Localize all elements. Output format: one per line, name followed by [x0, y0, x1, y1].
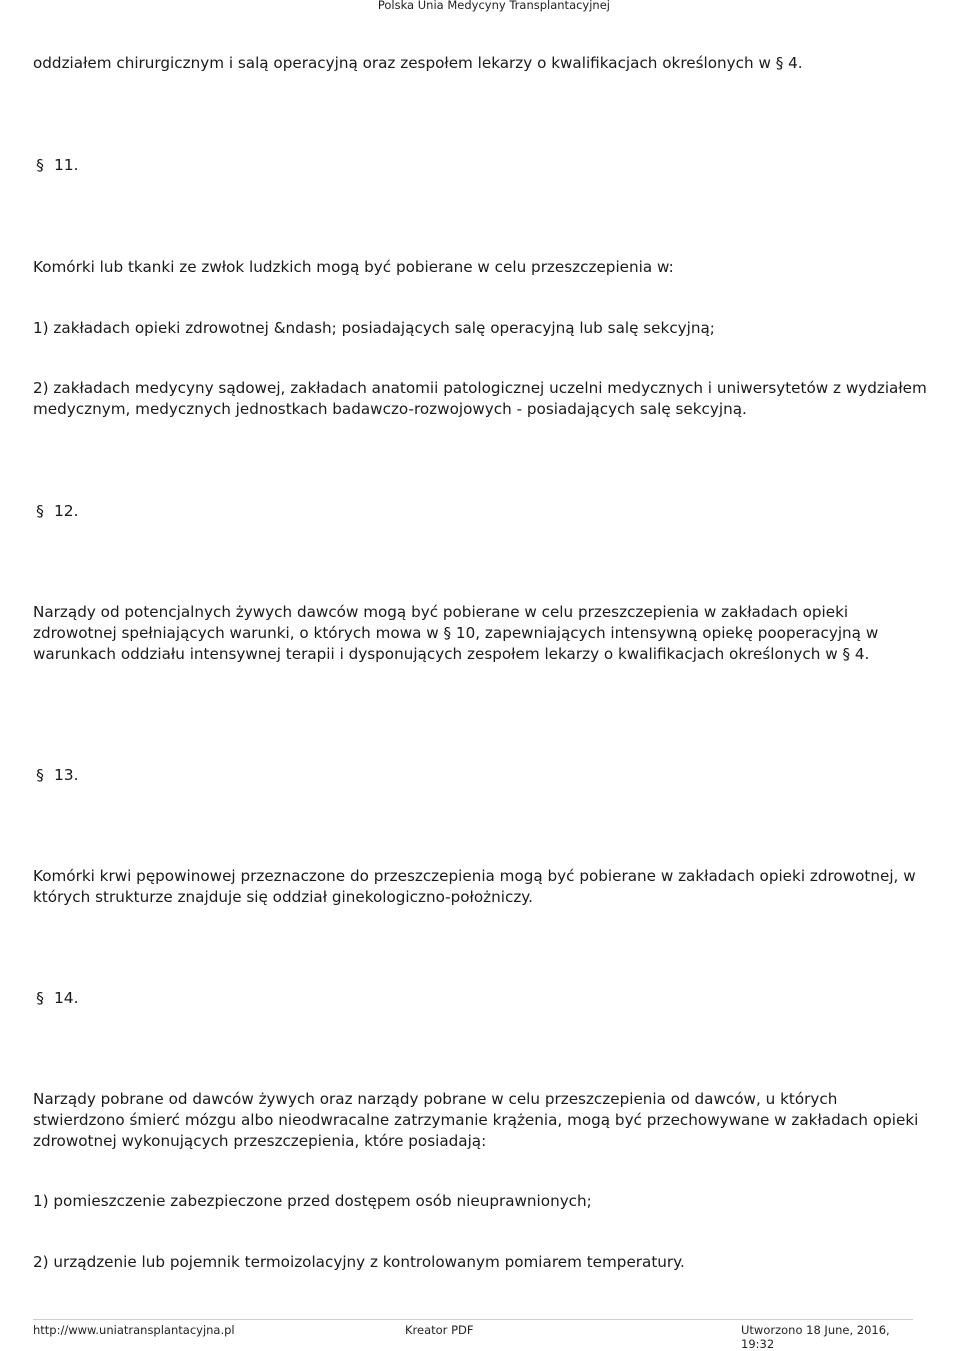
- list-item: 1) zakładach opieki zdrowotnej &ndash; posiadających salę operacyjną lub salę sekcyjną;: [33, 319, 715, 337]
- section-sign: §: [36, 989, 44, 1007]
- footer-divider: [33, 1319, 913, 1320]
- paragraph: Komórki krwi pępowinowej przeznaczone do przeszczepienia mogą być pobierane w zakładach opieki zdrowotnej, w których strukturze znajduje się oddział ginekologiczno-położniczy.: [33, 867, 916, 906]
- list-item: 2) urządzenie lub pojemnik termoizolacyjny z kontrolowanym pomiarem temperatury.: [33, 1253, 685, 1271]
- paragraph: Komórki lub tkanki ze zwłok ludzkich mogą być pobierane w celu przeszczepienia w:: [33, 258, 674, 276]
- section-number: 13.: [53, 766, 79, 784]
- section-number: 11.: [53, 156, 79, 174]
- section-heading-12: [33, 501, 79, 522]
- paragraph: Narządy pobrane od dawców żywych oraz narządy pobrane w celu przeszczepienia od dawców, u których stwierdzono śmierć mózgu albo nieodwracalne zatrzymanie krążenia, mogą być przechowywane w zakładach opieki zdrowotnej wykonujących przeszczepienia, które posiadają:: [33, 1090, 919, 1150]
- list-item: 2) zakładach medycyny sądowej, zakładach anatomii patologicznej uczelni medycznych i uniwersytetów z wydziałem medycznym, medycznych jednostkach badawczo-rozwojowych - posiadających salę sekcyjną.: [33, 379, 927, 418]
- footer-url-link[interactable]: http://www.uniatransplantacyjna.pl: [33, 1323, 235, 1337]
- section-heading-13: [33, 765, 79, 786]
- paragraph: oddziałem chirurgicznym i salą operacyjną oraz zespołem lekarzy o kwalifikacjach określonych w § 4.: [33, 54, 803, 72]
- section-sign: §: [36, 502, 44, 520]
- section-sign: §: [36, 156, 44, 174]
- list-item: 1) pomieszczenie zabezpieczone przed dostępem osób nieuprawnionych;: [33, 1192, 592, 1210]
- footer-created-date: Utworzono 18 June, 2016, 19:32: [741, 1323, 890, 1351]
- section-sign: §: [36, 766, 44, 784]
- section-heading-14: [33, 988, 79, 1009]
- paragraph: Narządy od potencjalnych żywych dawców mogą być pobierane w celu przeszczepienia w zakładach opieki zdrowotnej spełniających warunki, o których mowa w § 10, zapewniających intensywną opiekę pooperacyjną w warunkach oddziału intensywnej terapii i dysponujących zespołem lekarzy o kwalifikacjach określonych w § 4.: [33, 603, 879, 663]
- footer-generator: Kreator PDF: [405, 1323, 474, 1337]
- section-number: 14.: [53, 989, 79, 1007]
- section-number: 12.: [53, 502, 79, 520]
- section-heading-11: [33, 155, 79, 176]
- site-header-title: Polska Unia Medycyny Transplantacyjnej: [377, 0, 610, 12]
